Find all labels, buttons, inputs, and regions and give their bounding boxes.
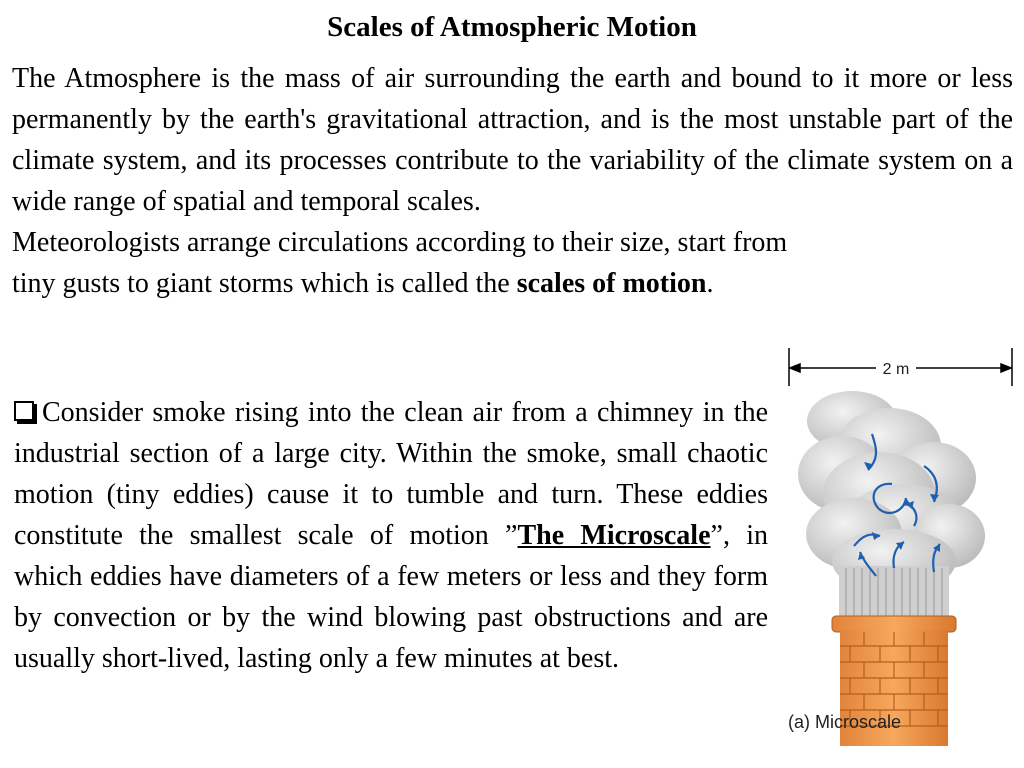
microscale-bullet [14, 392, 768, 679]
intro-paragraph-2-line-1: Meteorologists arrange circulations according to their size, start from [12, 227, 788, 258]
intro-paragraph-2-suffix: . [706, 268, 714, 299]
figure-caption: (a) Microscale [788, 712, 902, 732]
scales-of-motion-term: scales of motion [516, 268, 707, 299]
intro-text [12, 58, 1013, 304]
intro-paragraph-2-line-2: tiny gusts to giant storms which is called the [12, 268, 517, 299]
smoke-plume [798, 391, 985, 620]
bullet-text-after: ”, in which eddies have diameters of a few meters or less and they form by convection or by the wind blowing past obstructions and are usually short-lived, lasting only a few minutes at best. [14, 520, 768, 674]
checkbox-bullet-icon [14, 401, 34, 421]
microscale-figure [784, 346, 1016, 746]
scale-bar-label: 2 m [882, 361, 910, 378]
microscale-term: The Microscale [517, 520, 711, 551]
slide-title: Scales of Atmospheric Motion [327, 11, 697, 43]
chimney-smoke-illustration [784, 346, 1016, 746]
bullet-text-before: Consider smoke rising into the clean air from a chimney in the industrial section of a large city. Within the smoke, small chaotic motion (tiny eddies) cause it to tumble and turn. These eddies constitute the smallest scale of motion ” [14, 397, 768, 551]
intro-paragraph-1: The Atmosphere is the mass of air surrounding the earth and bound to it more or less permanently by the earth's gravitational attraction, and is the most unstable part of the climate system, and its processes contribute to the variability of the climate system on a wide range of spatial and temporal scales. [12, 63, 1013, 217]
intro-paragraph-2 [12, 222, 1013, 304]
